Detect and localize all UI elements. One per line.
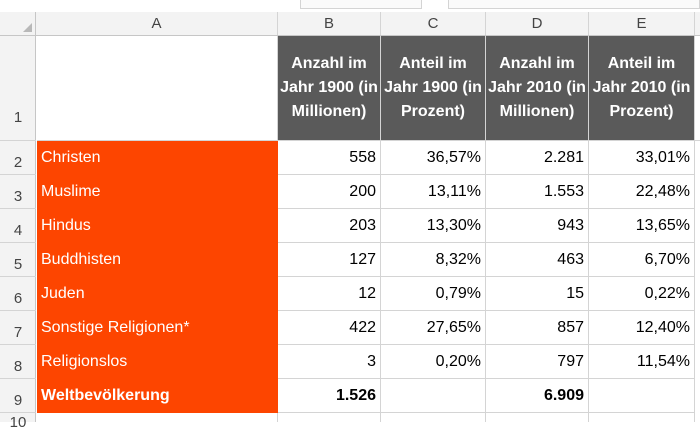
cell-b4[interactable]: 203 xyxy=(278,209,381,243)
toolbar-tab xyxy=(300,0,422,9)
cell-c8[interactable]: 0,20% xyxy=(381,345,486,379)
cell-e5[interactable]: 6,70% xyxy=(589,243,695,277)
row-header-5[interactable]: 5 xyxy=(0,243,36,277)
cell-label-buddhisten[interactable]: Buddhisten xyxy=(37,243,278,277)
cell-d6[interactable]: 15 xyxy=(486,277,589,311)
cell-d3[interactable]: 1.553 xyxy=(486,175,589,209)
cell-e3[interactable]: 22,48% xyxy=(589,175,695,209)
column-header-a[interactable]: A xyxy=(36,12,278,35)
cell-b1-header[interactable]: Anzahl im Jahr 1900 (in Millionen) xyxy=(278,36,381,141)
spreadsheet-grid xyxy=(37,36,700,422)
cell-b8[interactable]: 3 xyxy=(278,345,381,379)
cell-c10[interactable] xyxy=(381,413,486,422)
cell-label-hindus[interactable]: Hindus xyxy=(37,209,278,243)
cell-label-muslime[interactable]: Muslime xyxy=(37,175,278,209)
cell-c7[interactable]: 27,65% xyxy=(381,311,486,345)
cell-d2[interactable]: 2.281 xyxy=(486,141,589,175)
cell-label-weltbevoelkerung[interactable]: Weltbevölkerung xyxy=(37,379,278,413)
cell-c4[interactable]: 13,30% xyxy=(381,209,486,243)
cell-d9[interactable]: 6.909 xyxy=(486,379,589,413)
cell-b9[interactable]: 1.526 xyxy=(278,379,381,413)
column-header-c[interactable]: C xyxy=(381,12,486,35)
cell-label-religionslos[interactable]: Religionslos xyxy=(37,345,278,379)
cell-f1[interactable] xyxy=(695,36,700,141)
cell-b10[interactable] xyxy=(278,413,381,422)
cell-a10[interactable] xyxy=(37,413,278,422)
row-header-8[interactable]: 8 xyxy=(0,345,36,379)
cell-label-christen[interactable]: Christen xyxy=(37,141,278,175)
cell-d5[interactable]: 463 xyxy=(486,243,589,277)
cell-d7[interactable]: 857 xyxy=(486,311,589,345)
cell-b5[interactable]: 127 xyxy=(278,243,381,277)
cell-d4[interactable]: 943 xyxy=(486,209,589,243)
row-header-1[interactable]: 1 xyxy=(0,36,36,141)
toolbar-tab xyxy=(448,0,700,9)
cell-e1-header[interactable]: Anteil im Jahr 2010 (in Prozent) xyxy=(589,36,695,141)
cell-e10[interactable] xyxy=(589,413,695,422)
cell-e6[interactable]: 0,22% xyxy=(589,277,695,311)
cell-label-juden[interactable]: Juden xyxy=(37,277,278,311)
column-header-d[interactable]: D xyxy=(486,12,589,35)
cell-e8[interactable]: 11,54% xyxy=(589,345,695,379)
cell-c5[interactable]: 8,32% xyxy=(381,243,486,277)
row-header-7[interactable]: 7 xyxy=(0,311,36,345)
row-header-10[interactable]: 10 xyxy=(9,414,27,431)
row-header-column xyxy=(0,36,36,431)
select-all-corner[interactable] xyxy=(0,12,36,35)
select-all-icon xyxy=(23,23,32,32)
column-header-row xyxy=(0,12,700,36)
cell-b3[interactable]: 200 xyxy=(278,175,381,209)
cell-a1[interactable] xyxy=(37,36,278,141)
row-header-6[interactable]: 6 xyxy=(0,277,36,311)
row-header-4[interactable]: 4 xyxy=(0,209,36,243)
cell-d1-header[interactable]: Anzahl im Jahr 2010 (in Millionen) xyxy=(486,36,589,141)
cell-d10[interactable] xyxy=(486,413,589,422)
cell-e4[interactable]: 13,65% xyxy=(589,209,695,243)
cell-e9[interactable] xyxy=(589,379,695,413)
cell-c3[interactable]: 13,11% xyxy=(381,175,486,209)
cell-b2[interactable]: 558 xyxy=(278,141,381,175)
cell-e2[interactable]: 33,01% xyxy=(589,141,695,175)
cell-b7[interactable]: 422 xyxy=(278,311,381,345)
cell-c2[interactable]: 36,57% xyxy=(381,141,486,175)
cell-label-sonstige[interactable]: Sonstige Religionen* xyxy=(37,311,278,345)
cell-c9[interactable] xyxy=(381,379,486,413)
row-header-2[interactable]: 2 xyxy=(0,141,36,175)
row-header-9[interactable]: 9 xyxy=(0,379,36,413)
cell-c1-header[interactable]: Anteil im Jahr 1900 (in Prozent) xyxy=(381,36,486,141)
cell-e7[interactable]: 12,40% xyxy=(589,311,695,345)
row-header-3[interactable]: 3 xyxy=(0,175,36,209)
cell-b6[interactable]: 12 xyxy=(278,277,381,311)
toolbar-edge xyxy=(0,0,700,12)
column-header-b[interactable]: B xyxy=(278,12,381,35)
cell-c6[interactable]: 0,79% xyxy=(381,277,486,311)
cell-d8[interactable]: 797 xyxy=(486,345,589,379)
column-header-e[interactable]: E xyxy=(589,12,695,35)
